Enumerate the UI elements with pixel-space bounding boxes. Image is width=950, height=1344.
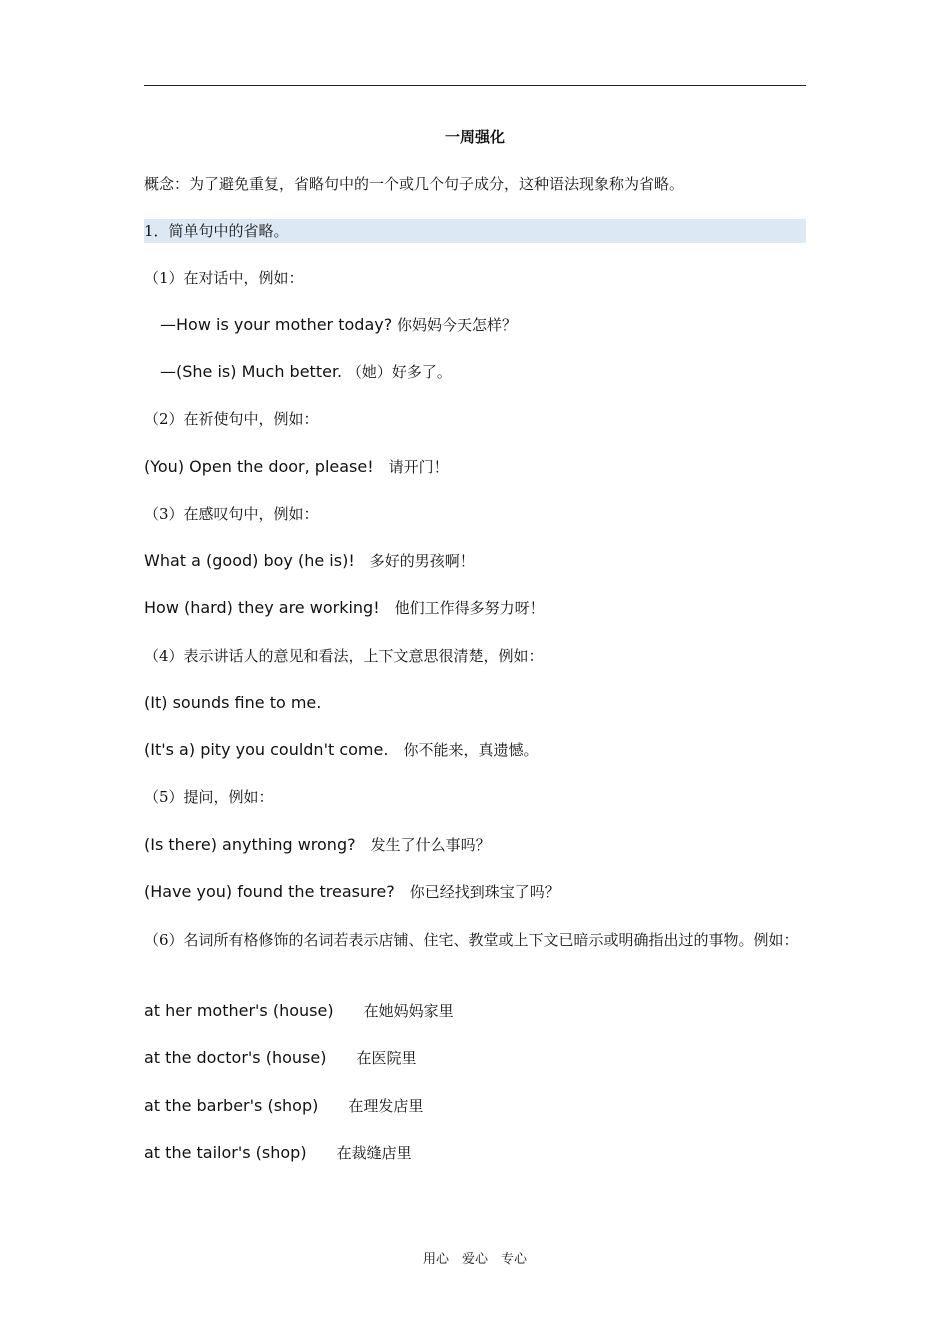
example-line: (Have you) found the treasure? 你已经找到珠宝了吗？ (144, 882, 560, 901)
example-line: (Is there) anything wrong? 发生了什么事吗？ (144, 835, 491, 854)
example-line: at her mother's (house) 在她妈妈家里 (144, 1001, 454, 1020)
section-heading-1: 1．简单句中的省略。 (144, 219, 806, 243)
item-heading-5: （5）提问，例如： (144, 788, 274, 806)
item-heading-3: （3）在感叹句中，例如： (144, 505, 319, 523)
example-line: (It's a) pity you couldn't come. 你不能来，真遗憾。 (144, 740, 539, 759)
page-title: 一周强化 (444, 128, 505, 146)
example-line: at the barber's (shop) 在理发店里 (144, 1096, 424, 1115)
concept-paragraph: 概念：为了避免重复，省略句中的一个或几个句子成分，这种语法现象称为省略。 (144, 175, 685, 193)
item-heading-2: （2）在祈使句中，例如： (144, 410, 319, 428)
example-line: What a (good) boy (he is)! 多好的男孩啊！ (144, 551, 475, 570)
header-rule (144, 85, 806, 86)
page-footer: 用心 爱心 专心 (422, 1252, 527, 1267)
dialogue-line: —(She is) Much better. （她）好多了。 (160, 362, 452, 381)
example-line: (You) Open the door, please! 请开门！ (144, 457, 449, 476)
item-heading-4: （4）表示讲话人的意见和看法，上下文意思很清楚，例如： (144, 647, 544, 665)
example-line: How (hard) they are working! 他们工作得多努力呀！ (144, 598, 545, 617)
example-line: (It) sounds fine to me. (144, 693, 322, 712)
example-line: at the tailor's (shop) 在裁缝店里 (144, 1143, 412, 1162)
item-heading-6: （6）名词所有格修饰的名词若表示店铺、住宅、教堂或上下文已暗示或明确指出过的事物。例如： (144, 931, 799, 949)
example-line: at the doctor's (house) 在医院里 (144, 1048, 417, 1067)
item-heading-1: （1）在对话中，例如： (144, 269, 304, 287)
dialogue-line: —How is your mother today? 你妈妈今天怎样？ (160, 315, 517, 334)
